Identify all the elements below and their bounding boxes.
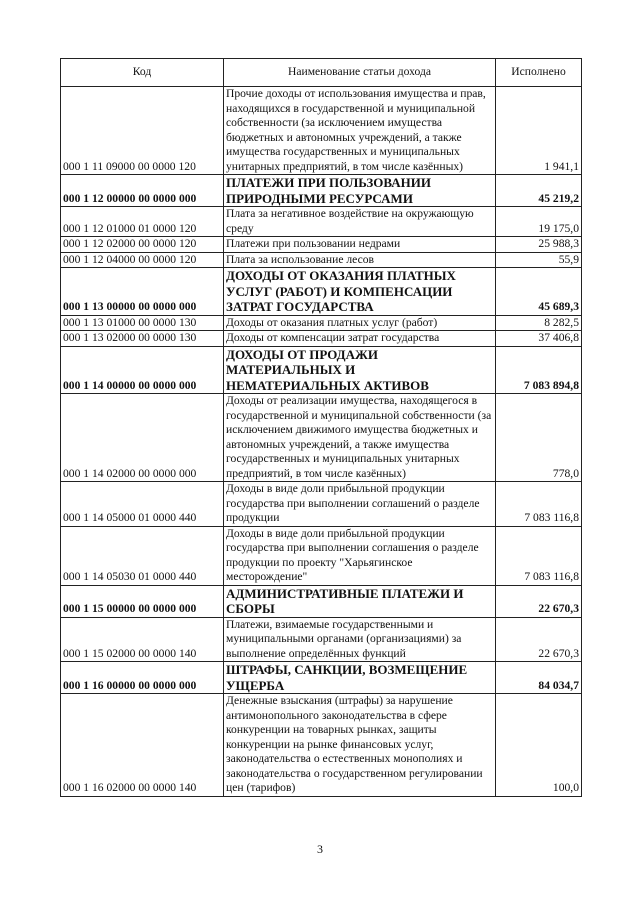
cell-code: 000 1 14 02000 00 0000 000	[61, 394, 224, 482]
header-name: Наименование статьи дохода	[224, 59, 496, 87]
cell-name: Плата за негативное воздействие на окружающую среду	[224, 207, 496, 237]
cell-code: 000 1 15 02000 00 0000 140	[61, 617, 224, 662]
cell-code: 000 1 13 01000 00 0000 130	[61, 315, 224, 331]
table-row-section	[61, 662, 582, 694]
table-row	[61, 87, 582, 175]
cell-name: ДОХОДЫ ОТ ОКАЗАНИЯ ПЛАТНЫХ УСЛУГ (РАБОТ) И КОМПЕНСАЦИИ ЗАТРАТ ГОСУДАРСТВА	[224, 268, 496, 316]
table-row	[61, 482, 582, 527]
cell-name: Доходы в виде доли прибыльной продукции государства при выполнении соглашения о разделе продукции по проекту "Харьягинское месторождение"	[224, 526, 496, 585]
table-row	[61, 252, 582, 268]
cell-code: 000 1 12 02000 00 0000 120	[61, 237, 224, 253]
table-row	[61, 526, 582, 585]
cell-name: Доходы в виде доли прибыльной продукции государства при выполнении соглашений о разделе продукции	[224, 482, 496, 527]
table-header-row	[61, 59, 582, 87]
cell-code: 000 1 14 00000 00 0000 000	[61, 346, 224, 394]
cell-value: 55,9	[496, 252, 582, 268]
cell-code: 000 1 12 04000 00 0000 120	[61, 252, 224, 268]
cell-code: 000 1 15 00000 00 0000 000	[61, 585, 224, 617]
cell-value: 7 083 116,8	[496, 482, 582, 527]
cell-name: Платежи при пользовании недрами	[224, 237, 496, 253]
cell-code: 000 1 11 09000 00 0000 120	[61, 87, 224, 175]
cell-code: 000 1 14 05030 01 0000 440	[61, 526, 224, 585]
cell-value: 1 941,1	[496, 87, 582, 175]
cell-code: 000 1 12 00000 00 0000 000	[61, 175, 224, 207]
table-row-section	[61, 585, 582, 617]
cell-code: 000 1 13 02000 00 0000 130	[61, 331, 224, 347]
cell-name: Доходы от компенсации затрат государства	[224, 331, 496, 347]
cell-code: 000 1 13 00000 00 0000 000	[61, 268, 224, 316]
cell-value: 22 670,3	[496, 585, 582, 617]
table-row	[61, 694, 582, 797]
table-row	[61, 331, 582, 347]
table-row-section	[61, 268, 582, 316]
table-row-section	[61, 175, 582, 207]
cell-name: ПЛАТЕЖИ ПРИ ПОЛЬЗОВАНИИ ПРИРОДНЫМИ РЕСУРСАМИ	[224, 175, 496, 207]
table-row	[61, 394, 582, 482]
cell-value: 45 219,2	[496, 175, 582, 207]
cell-code: 000 1 16 00000 00 0000 000	[61, 662, 224, 694]
header-value: Исполнено	[496, 59, 582, 87]
cell-name: ДОХОДЫ ОТ ПРОДАЖИ МАТЕРИАЛЬНЫХ И НЕМАТЕРИАЛЬНЫХ АКТИВОВ	[224, 346, 496, 394]
table-row	[61, 617, 582, 662]
cell-name: Плата за использование лесов	[224, 252, 496, 268]
cell-name: Денежные взыскания (штрафы) за нарушение антимонопольного законодательства в сфере конкуренции на товарных рынках, защиты конкуренции на рынке финансовых услуг, законодательства о естественных монополиях и законодательства о государственном регулировании цен (тарифов)	[224, 694, 496, 797]
cell-name: Доходы от реализации имущества, находящегося в государственной и муниципальной собственности (за исключением движимого имущества бюджетных и автономных учреждений, а также имущества государственных и муниципальных унитарных предприятий, в том числе казённых)	[224, 394, 496, 482]
cell-name: Доходы от оказания платных услуг (работ)	[224, 315, 496, 331]
table-body	[61, 87, 582, 797]
cell-value: 25 988,3	[496, 237, 582, 253]
page-number: 3	[317, 842, 323, 856]
cell-value: 45 689,3	[496, 268, 582, 316]
cell-name: Платежи, взимаемые государственными и муниципальными органами (организациями) за выполнение определённых функций	[224, 617, 496, 662]
cell-value: 37 406,8	[496, 331, 582, 347]
cell-name: ШТРАФЫ, САНКЦИИ, ВОЗМЕЩЕНИЕ УЩЕРБА	[224, 662, 496, 694]
cell-value: 7 083 894,8	[496, 346, 582, 394]
header-code: Код	[61, 59, 224, 87]
table-row-section	[61, 346, 582, 394]
cell-value: 19 175,0	[496, 207, 582, 237]
cell-value: 100,0	[496, 694, 582, 797]
cell-value: 778,0	[496, 394, 582, 482]
cell-code: 000 1 14 05000 01 0000 440	[61, 482, 224, 527]
cell-code: 000 1 12 01000 01 0000 120	[61, 207, 224, 237]
table-row	[61, 315, 582, 331]
cell-code: 000 1 16 02000 00 0000 140	[61, 694, 224, 797]
cell-value: 8 282,5	[496, 315, 582, 331]
cell-value: 7 083 116,8	[496, 526, 582, 585]
table-row	[61, 207, 582, 237]
cell-value: 84 034,7	[496, 662, 582, 694]
cell-name: АДМИНИСТРАТИВНЫЕ ПЛАТЕЖИ И СБОРЫ	[224, 585, 496, 617]
cell-name: Прочие доходы от использования имущества и прав, находящихся в государственной и муниципальной собственности (за исключением имущества бюджетных и автономных учреждений, а также имущества государственных и муниципальных унитарных предприятий, в том числе казённых)	[224, 87, 496, 175]
table-row	[61, 237, 582, 253]
cell-value: 22 670,3	[496, 617, 582, 662]
revenue-table	[60, 58, 582, 797]
